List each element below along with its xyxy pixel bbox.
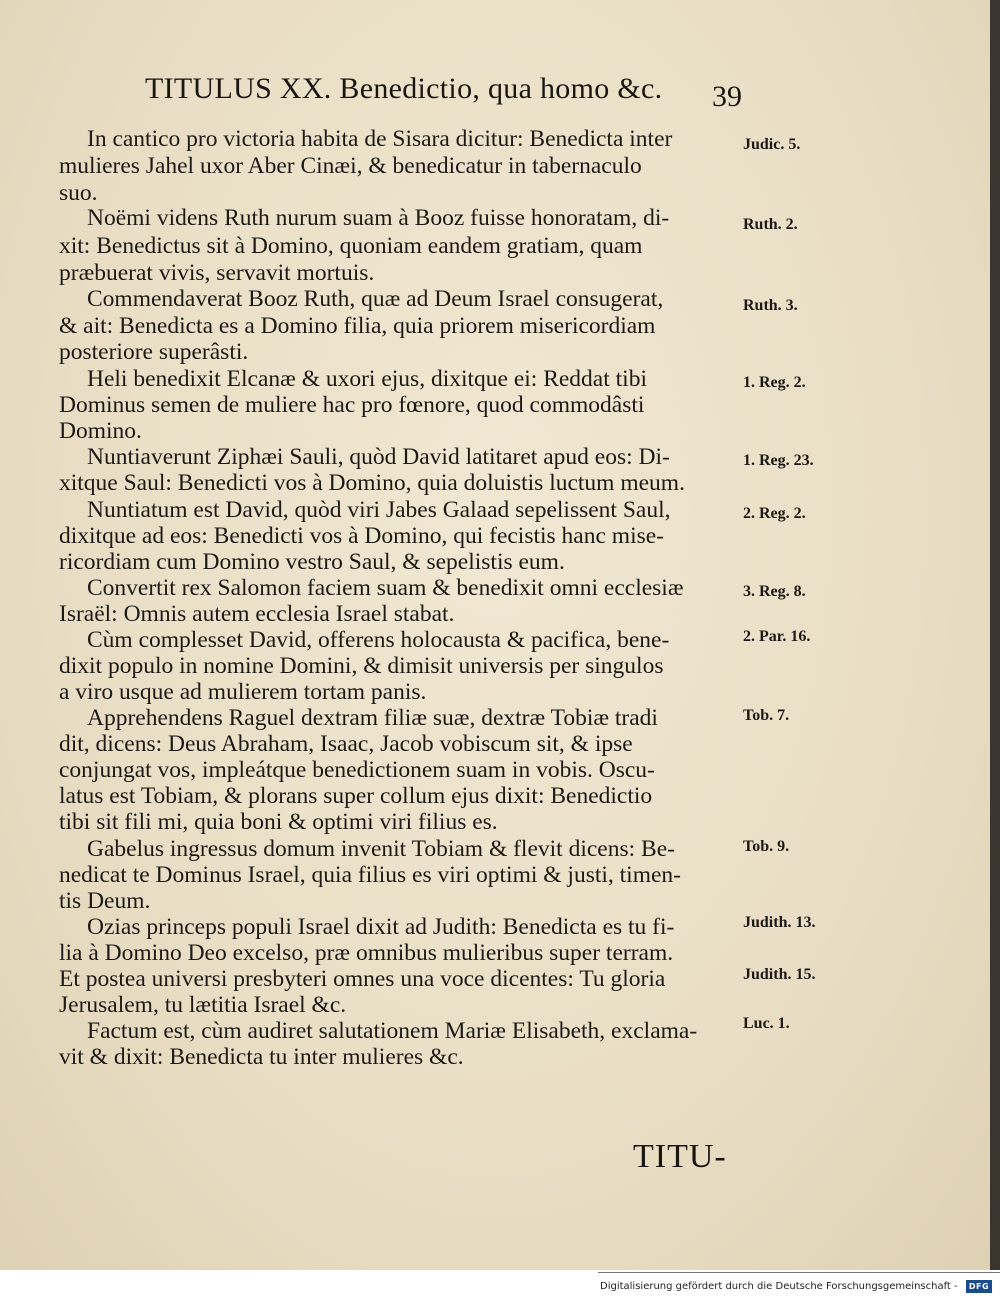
text-line: dit, dicens: Deus Abraham, Isaac, Jacob vobiscum sit, & ipse [59,731,633,757]
running-title: TITULUS XX. Benedictio, qua homo &c. [145,72,663,105]
margin-note: 1. Reg. 2. [743,374,806,391]
margin-note: Judic. 5. [743,136,801,153]
margin-note: Tob. 9. [743,838,790,855]
margin-note: Tob. 7. [743,707,790,724]
text-line: Cùm complesset David, offerens holocausta & pacifica, bene- [87,627,670,653]
text-line: tis Deum. [59,888,151,914]
text-line: a viro usque ad mulierem tortam panis. [59,679,427,705]
margin-note: Judith. 15. [743,966,816,983]
text-line: Convertit rex Salomon faciem suam & benedixit omni ecclesiæ [87,575,684,601]
text-line: nedicat te Dominus Israel, quia filius es viri optimi & justi, timen- [59,862,681,888]
margin-note: 2. Reg. 2. [743,505,806,522]
text-line: conjungat vos, impleátque benedictionem suam in vobis. Oscu- [59,757,655,783]
text-line: latus est Tobiam, & plorans super collum ejus dixit: Benedictio [59,783,653,809]
text-line: Israël: Omnis autem ecclesia Israel stabat. [59,601,455,627]
page-edge [990,0,1000,1270]
text-line: tibi sit fili mi, quia boni & optimi viri filius es. [59,809,498,835]
text-line: dixitque ad eos: Benedicti vos à Domino, qui fecistis hanc mise- [59,523,664,549]
margin-note: Ruth. 2. [743,216,798,233]
dfg-logo: DFG [966,1280,992,1293]
text-line: In cantico pro victoria habita de Sisara dicitur: Benedicta inter [87,126,673,152]
text-line: Ozias princeps populi Israel dixit ad Judith: Benedicta es tu fi- [87,914,675,940]
margin-note: Luc. 1. [743,1015,790,1032]
text-line: Gabelus ingressus domum invenit Tobiam & flevit dicens: Be- [87,836,675,862]
margin-note: 3. Reg. 8. [743,583,806,600]
text-line: posteriore superâsti. [59,339,249,365]
text-line: & ait: Benedicta es a Domino filia, quia priorem misericordiam [59,313,656,339]
text-line: Factum est, cùm audiret salutationem Mariæ Elisabeth, exclama- [87,1018,698,1044]
text-line: xit: Benedictus sit à Domino, quoniam eandem gratiam, quam [59,233,643,259]
text-line: Commendaverat Booz Ruth, quæ ad Deum Israel consugerat, [87,286,664,312]
text-line: Apprehendens Raguel dextram filiæ suæ, dextræ Tobiæ tradi [87,705,658,731]
text-line: Nuntiaverunt Ziphæi Sauli, quòd David latitaret apud eos: Di- [87,444,670,470]
text-line: præbuerat vivis, servavit mortuis. [59,260,375,286]
text-line: ricordiam cum Domino vestro Saul, & sepelistis eum. [59,549,565,575]
margin-note: 1. Reg. 23. [743,452,814,469]
text-line: suo. [59,180,98,206]
footer-credit: Digitalisierung gefördert durch die Deutsche Forschungsgemeinschaft - [600,1281,958,1292]
page-number: 39 [712,80,742,113]
text-line: Jerusalem, tu lætitia Israel &c. [59,992,347,1018]
text-line: lia à Domino Deo excelso, præ omnibus mulieribus super terram. [59,940,674,966]
text-line: Noëmi videns Ruth nurum suam à Booz fuisse honoratam, di- [87,205,670,231]
text-line: Nuntiatum est David, quòd viri Jabes Galaad sepelissent Saul, [87,497,671,523]
text-line: xitque Saul: Benedicti vos à Domino, quia doluistis luctum meum. [59,470,685,496]
footer-divider [598,1272,1000,1273]
text-line: Heli benedixit Elcanæ & uxori ejus, dixitque ei: Reddat tibi [87,366,647,392]
text-line: mulieres Jahel uxor Aber Cinæi, & benedicatur in tabernaculo [59,153,642,179]
text-line: Et postea universi presbyteri omnes una voce dicentes: Tu gloria [59,966,666,992]
margin-note: 2. Par. 16. [743,628,811,645]
margin-note: Ruth. 3. [743,297,798,314]
text-line: dixit populo in nomine Domini, & dimisit universis per singulos [59,653,664,679]
margin-note: Judith. 13. [743,914,816,931]
text-line: vit & dixit: Benedicta tu inter mulieres &c. [59,1044,464,1070]
catchword: TITU- [633,1138,727,1175]
text-line: Domino. [59,418,142,444]
text-line: Dominus semen de muliere hac pro fœnore, quod commodâsti [59,392,645,418]
